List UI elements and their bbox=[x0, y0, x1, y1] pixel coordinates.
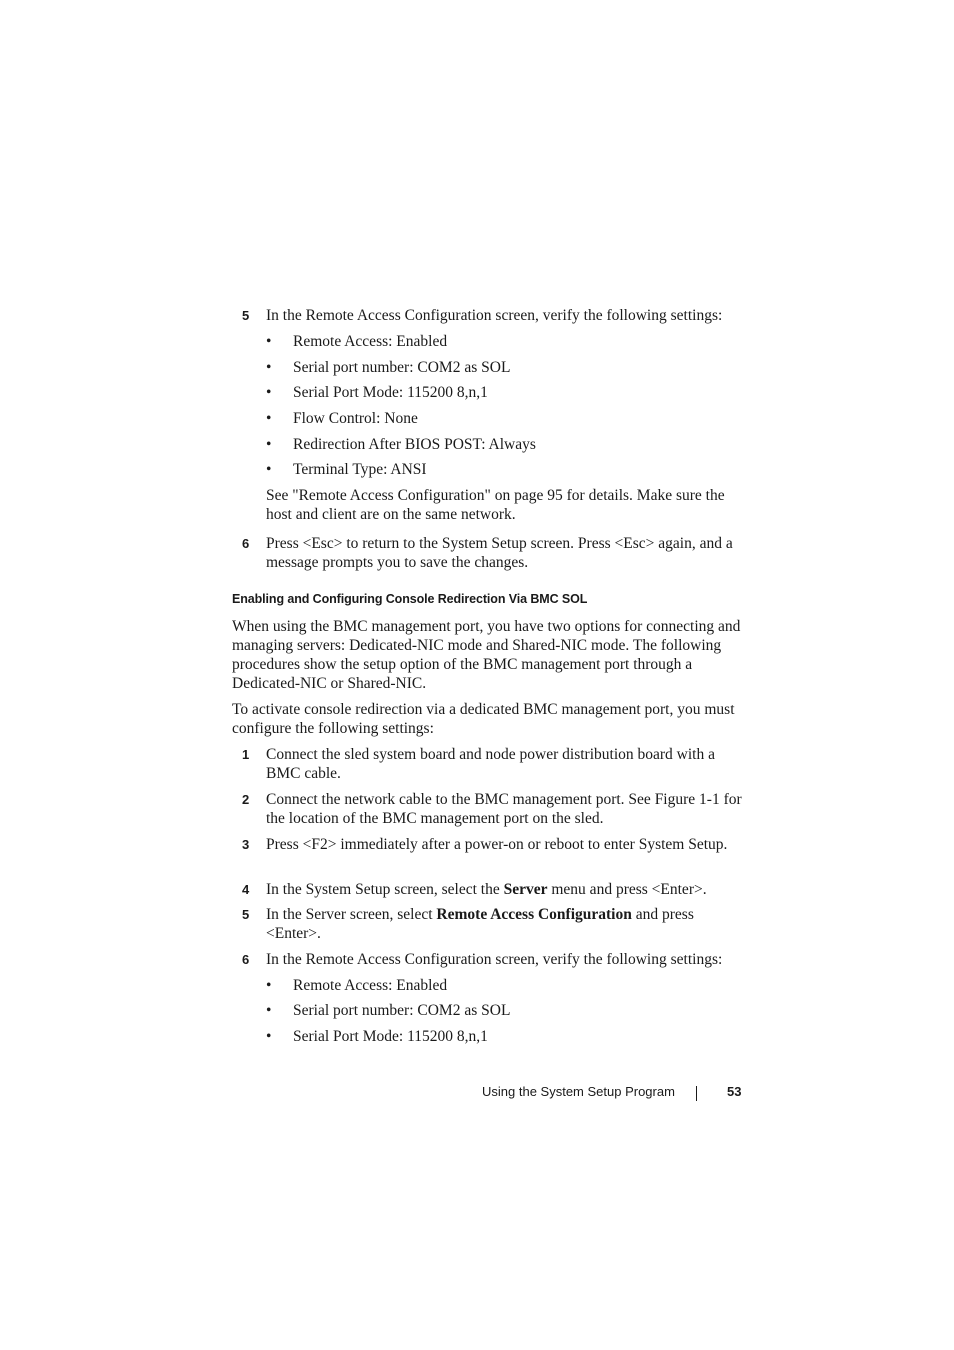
body-paragraph: When using the BMC management port, you have two options for connecting and managing servers: Dedicated-NIC mode and Shared-NIC mode. The following procedures show the setup option of the BMC management port through a Dedicated-NIC or Shared-NIC. bbox=[232, 618, 741, 692]
footer-title: Using the System Setup Program bbox=[482, 1084, 675, 1099]
step-number: 1 bbox=[242, 747, 250, 762]
page-number: 53 bbox=[727, 1084, 742, 1099]
list-item-text: Serial port number: COM2 as SOL bbox=[293, 1002, 511, 1019]
step-5-top bbox=[232, 306, 752, 325]
step-text bbox=[266, 880, 752, 899]
step-number: 3 bbox=[242, 837, 250, 852]
step-2 bbox=[232, 790, 752, 828]
step-number: 2 bbox=[242, 792, 250, 807]
step-text: In the Remote Access Configuration screen, verify the following settings: bbox=[266, 951, 723, 968]
bullet-icon: • bbox=[266, 359, 272, 376]
list-item-text: Remote Access: Enabled bbox=[293, 977, 448, 994]
list-item-text: Remote Access: Enabled bbox=[293, 333, 448, 350]
step-4 bbox=[232, 880, 752, 899]
list-item-text: Terminal Type: ANSI bbox=[293, 461, 427, 478]
list-item-text: Serial Port Mode: 115200 8,n,1 bbox=[293, 384, 488, 401]
step-text-part: In the Server screen, select bbox=[266, 906, 437, 923]
step-text: Connect the network cable to the BMC management port. See Figure 1-1 for the location of the BMC management port on the sled. bbox=[266, 791, 742, 827]
bullet-icon: • bbox=[266, 977, 272, 994]
step-text: Connect the sled system board and node power distribution board with a BMC cable. bbox=[266, 746, 715, 782]
bullet-icon: • bbox=[266, 1028, 272, 1045]
menu-name: Server bbox=[503, 881, 548, 898]
step-text: Press <F2> immediately after a power-on or reboot to enter System Setup. bbox=[266, 836, 728, 853]
step-1 bbox=[232, 745, 752, 783]
step-number: 4 bbox=[242, 882, 250, 897]
bullet-icon: • bbox=[266, 384, 272, 401]
step-5 bbox=[232, 905, 752, 943]
step-text: In the Remote Access Configuration screen, verify the following settings: bbox=[266, 307, 723, 324]
step-6-top bbox=[232, 534, 752, 572]
menu-name: Remote Access Configuration bbox=[436, 906, 632, 923]
list-item-text: Serial Port Mode: 115200 8,n,1 bbox=[293, 1028, 488, 1045]
step-3 bbox=[232, 835, 752, 854]
step-number: 6 bbox=[242, 952, 250, 967]
bullet-icon: • bbox=[266, 410, 272, 427]
note-paragraph: See "Remote Access Configuration" on page 95 for details. Make sure the host and client are on the same network. bbox=[266, 487, 725, 523]
bullet-icon: • bbox=[266, 436, 272, 453]
step-text-part: In the System Setup screen, select the bbox=[266, 881, 504, 898]
body-paragraph: To activate console redirection via a dedicated BMC management port, you must configure the following settings: bbox=[232, 701, 735, 737]
step-text: Press <Esc> to return to the System Setup screen. Press <Esc> again, and a message prompts you to save the changes. bbox=[266, 535, 733, 571]
bullet-icon: • bbox=[266, 1002, 272, 1019]
footer-divider bbox=[696, 1086, 697, 1101]
step-text-part: menu and press <Enter>. bbox=[547, 881, 707, 898]
list-item-text: Redirection After BIOS POST: Always bbox=[293, 436, 536, 453]
step-6 bbox=[232, 950, 752, 969]
section-heading: Enabling and Configuring Console Redirection Via BMC SOL bbox=[232, 592, 588, 606]
bullet-icon: • bbox=[266, 461, 272, 478]
step-text bbox=[266, 905, 752, 943]
step-text-part: and press <Enter>. bbox=[266, 906, 694, 942]
list-item-text: Serial port number: COM2 as SOL bbox=[293, 359, 511, 376]
bullet-icon: • bbox=[266, 333, 272, 350]
list-item-text: Flow Control: None bbox=[293, 410, 418, 427]
step-number: 5 bbox=[242, 907, 250, 922]
step-number: 5 bbox=[242, 308, 250, 323]
step-number: 6 bbox=[242, 536, 250, 551]
